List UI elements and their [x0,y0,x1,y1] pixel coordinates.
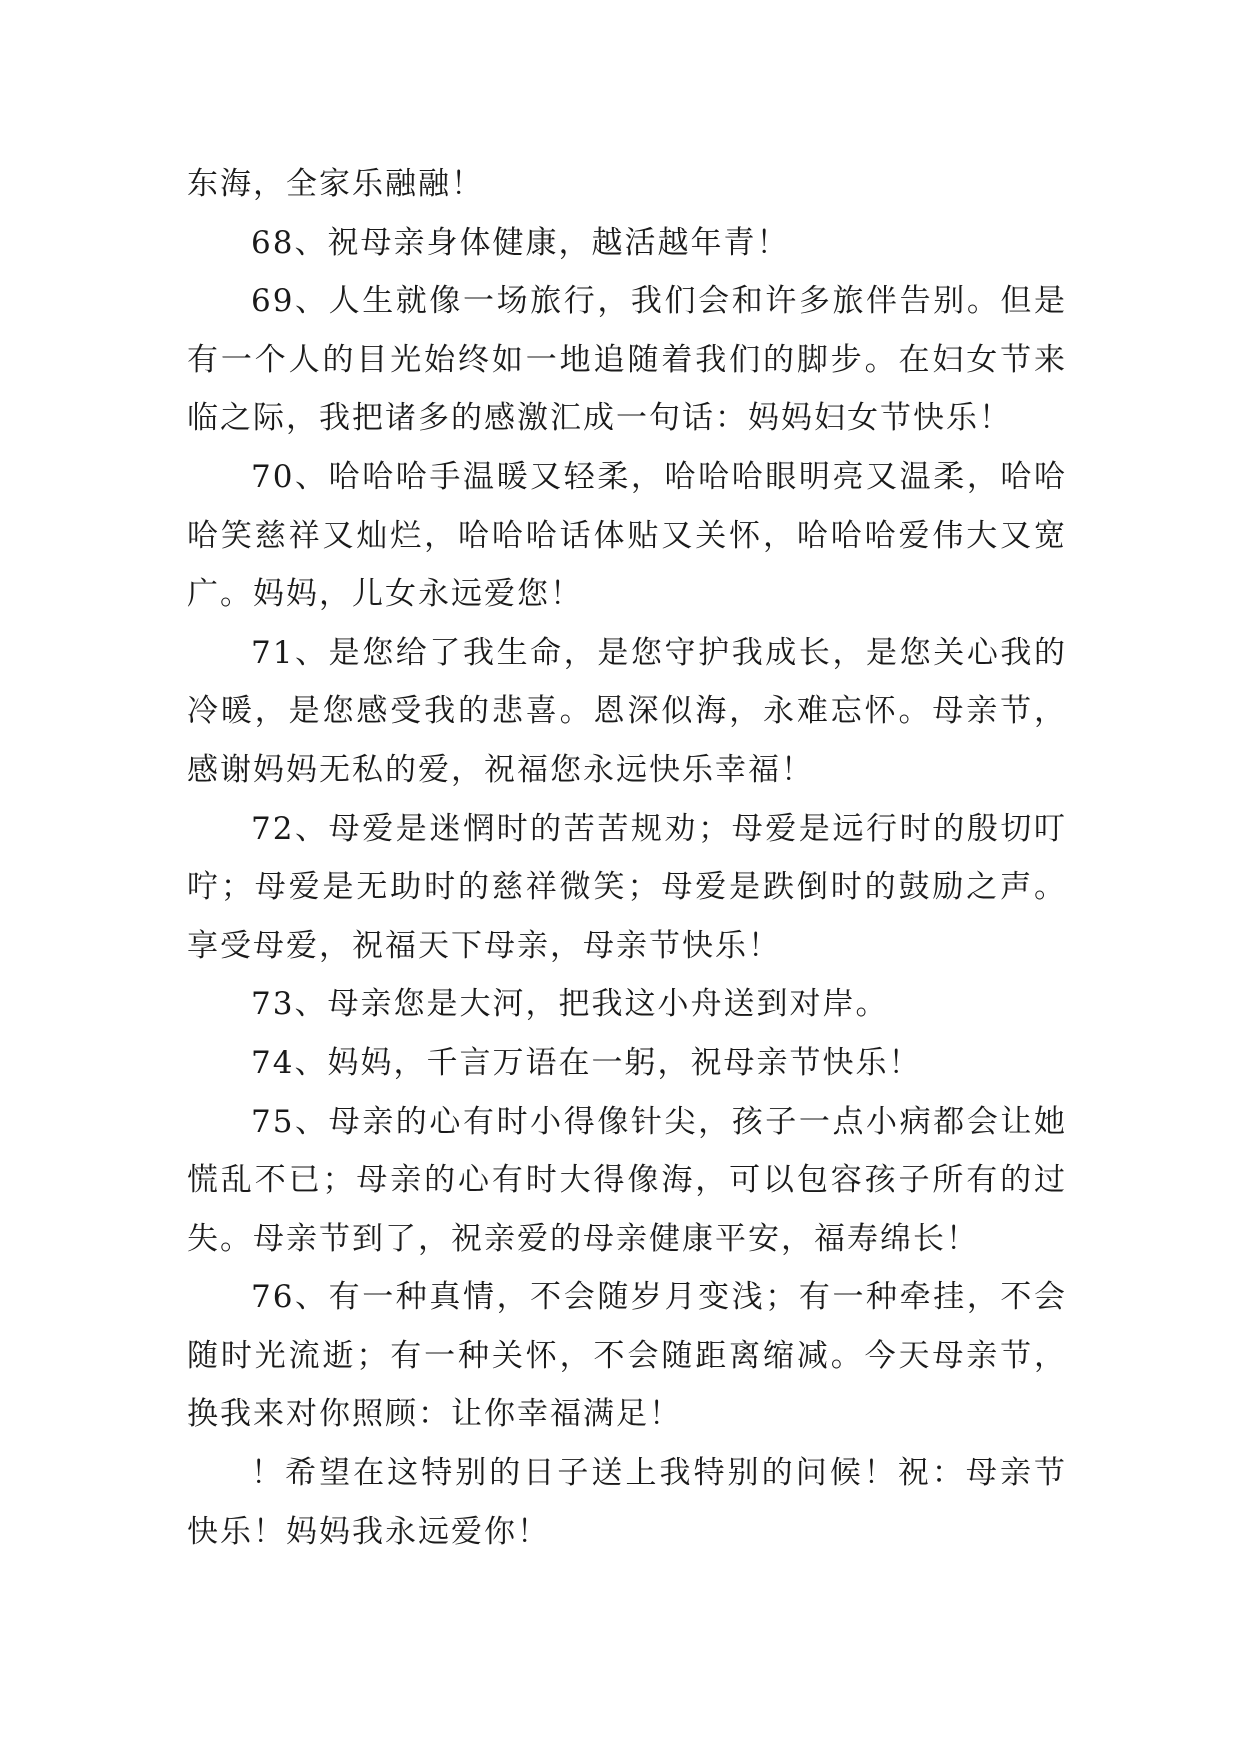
paragraph-70: 70、哈哈哈手温暖又轻柔，哈哈哈眼明亮又温柔，哈哈哈笑慈祥又灿烂，哈哈哈话体贴又关怀，哈哈哈爱伟大又宽广。妈妈，儿女永远爱您！ [187,458,1067,613]
document-body [187,155,1067,1561]
paragraph-71: 71、是您给了我生命，是您守护我成长，是您关心我的冷暖，是您感受我的悲喜。恩深似海，永难忘怀。母亲节，感谢妈妈无私的爱，祝福您永远快乐幸福！ [187,634,1067,788]
paragraph-69: 69、人生就像一场旅行，我们会和许多旅伴告别。但是有一个人的目光始终如一地追随着我们的脚步。在妇女节来临之际，我把诸多的感激汇成一句话：妈妈妇女节快乐！ [187,283,1067,437]
paragraph-68: 68、祝母亲身体健康，越活越年青！ [251,224,790,261]
paragraph-72: 72、母爱是迷惘时的苦苦规劝；母爱是远行时的殷切叮咛；母爱是无助时的慈祥微笑；母爱是跌倒时的鼓励之声。享受母爱，祝福天下母亲，母亲节快乐！ [187,810,1067,964]
paragraph-75: 75、母亲的心有时小得像针尖，孩子一点小病都会让她慌乱不已；母亲的心有时大得像海，可以包容孩子所有的过失。母亲节到了，祝亲爱的母亲健康平安，福寿绵长！ [187,1103,1067,1257]
paragraph-76: 76、有一种真情，不会随岁月变浅；有一种牵挂，不会随时光流逝；有一种关怀，不会随距离缩减。今天母亲节，换我来对你照顾：让你幸福满足！ [187,1279,1067,1433]
paragraph-closing: ！希望在这特别的日子送上我特别的问候！祝：母亲节快乐！妈妈我永远爱你！ [187,1455,1067,1550]
paragraph-74: 74、妈妈，千言万语在一躬，祝母亲节快乐！ [251,1044,922,1081]
paragraph-continuation: 东海，全家乐融融！ [187,166,484,202]
paragraph-73: 73、母亲您是大河，把我这小舟送到对岸。 [251,986,889,1023]
